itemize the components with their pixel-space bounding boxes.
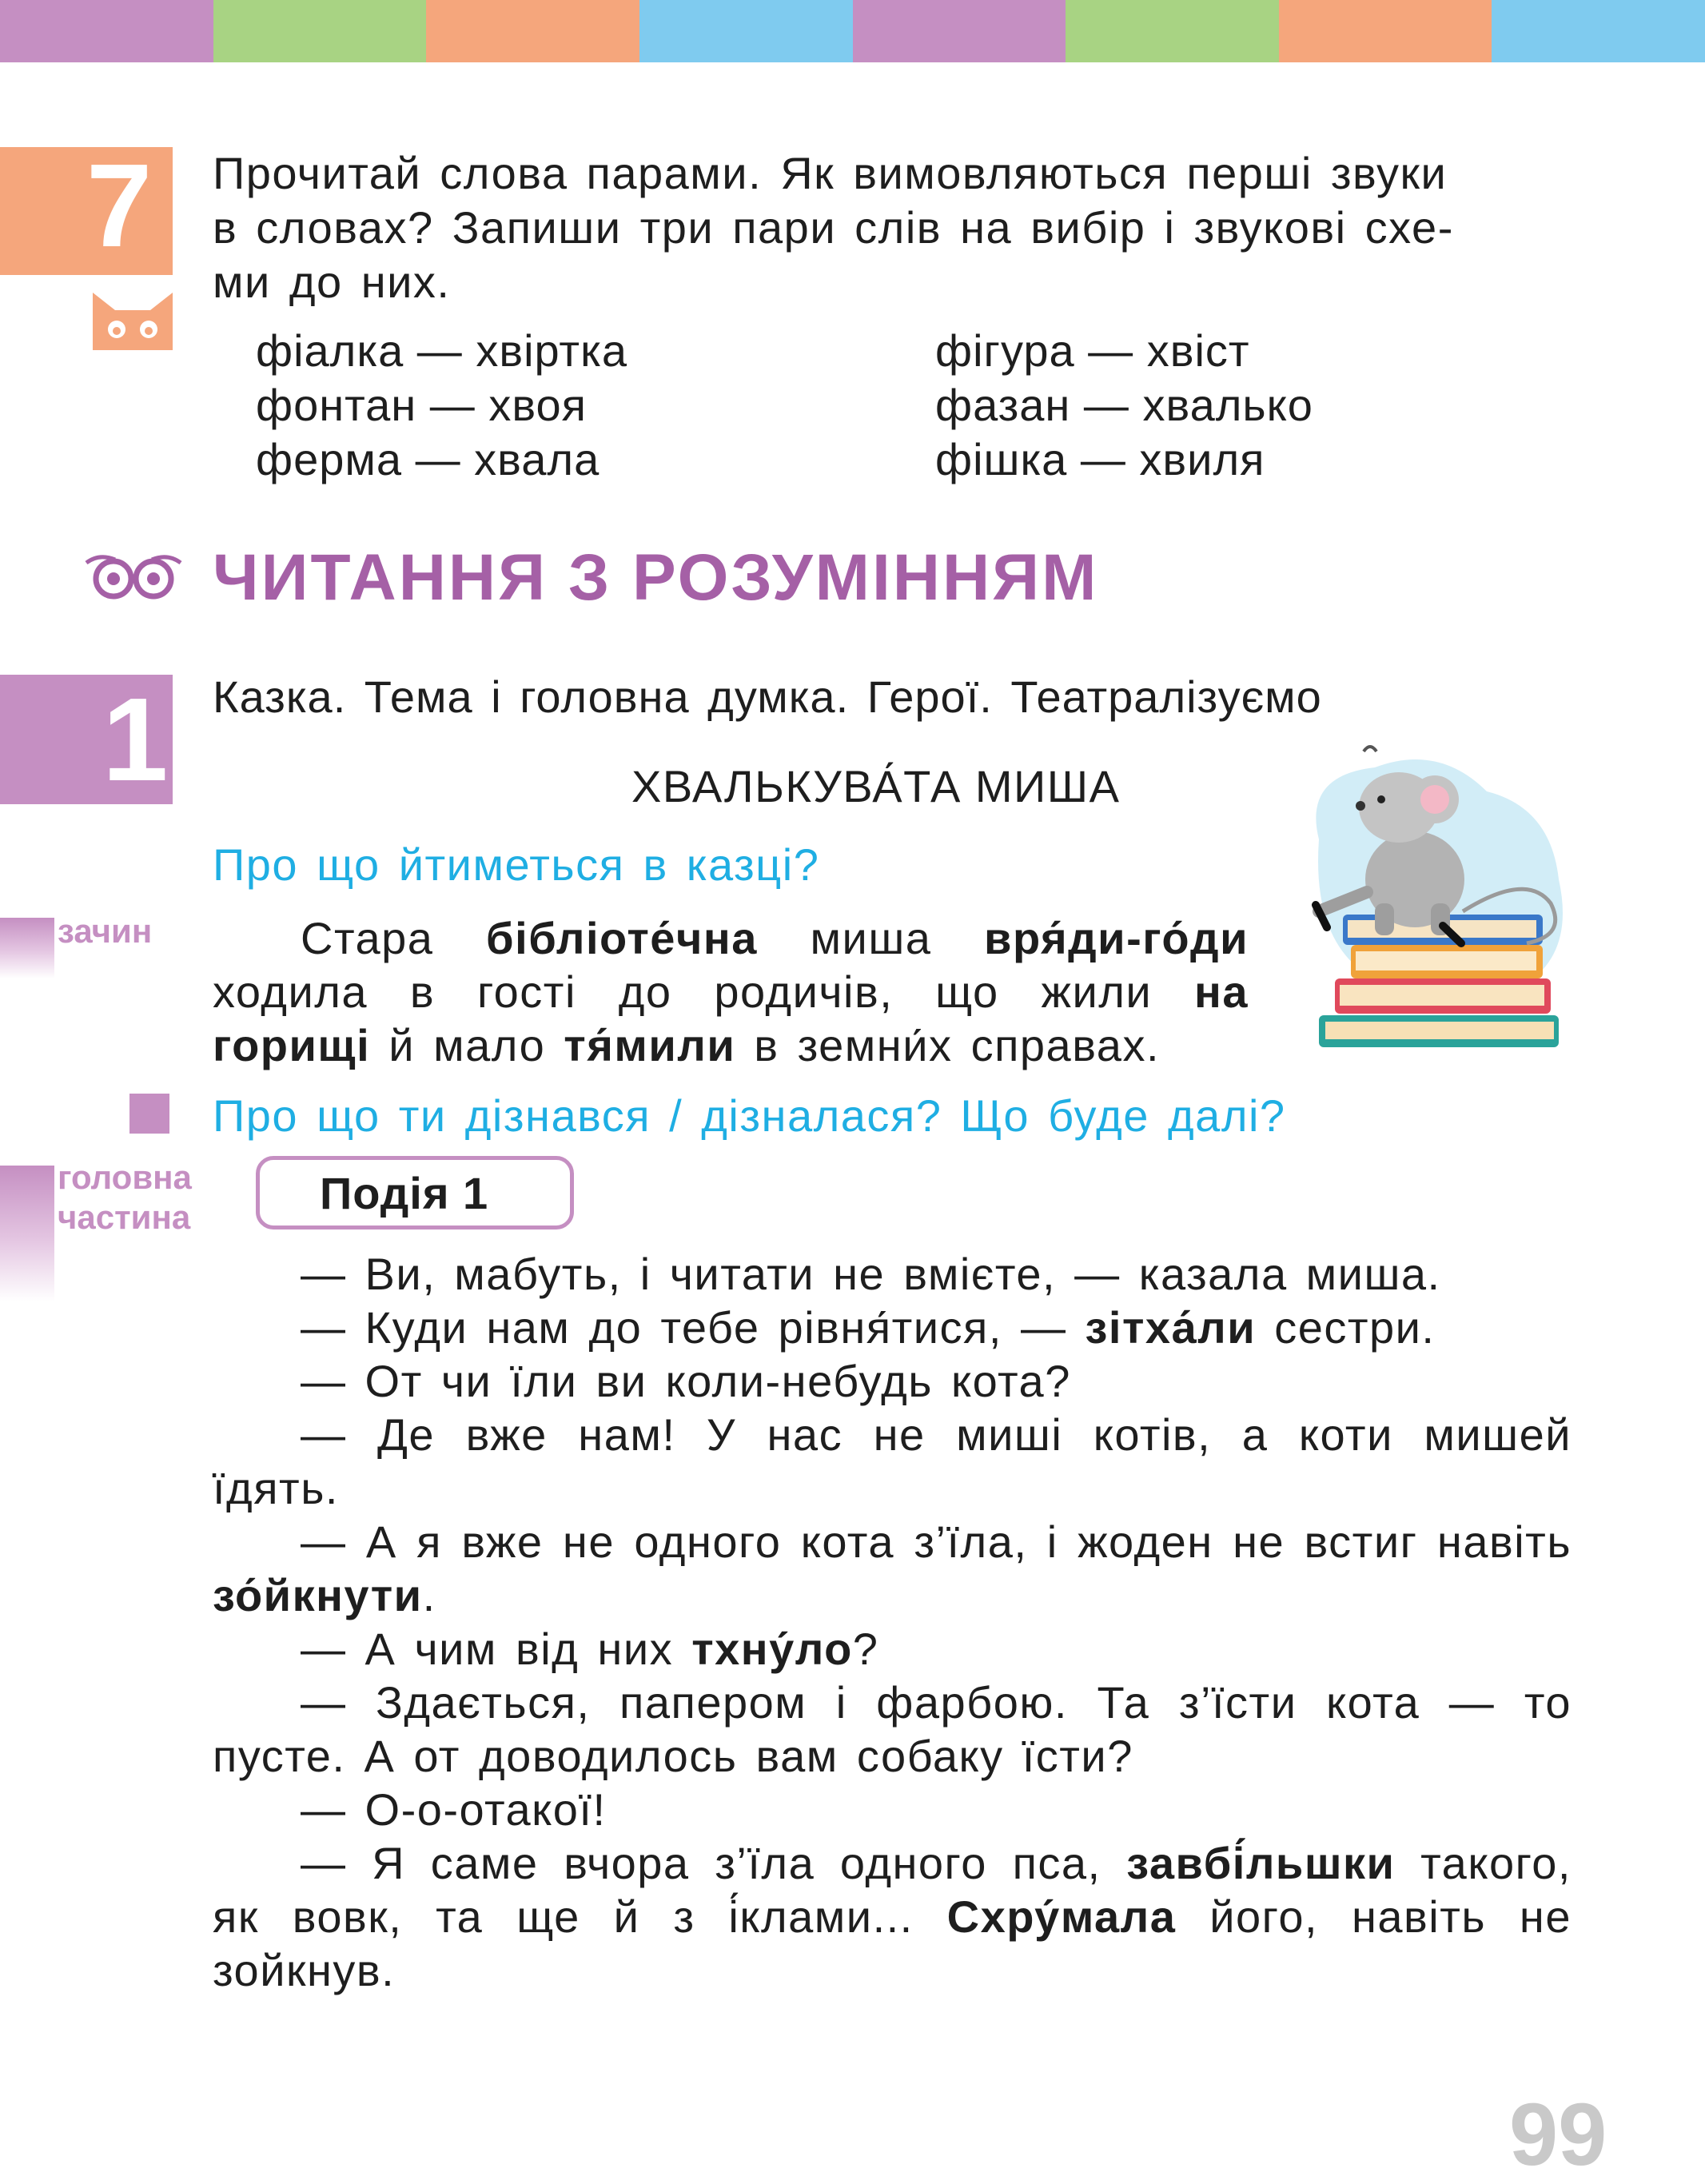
vocab-word: тхну́ло [691, 1624, 853, 1674]
story-intro-paragraph [213, 911, 1249, 1072]
word-pair: ферма — хвала [256, 434, 600, 484]
exercise-7-number: 7 [86, 140, 153, 272]
dialogue-text: — Я саме вчора з’їла одного пса, [301, 1838, 1127, 1888]
word-pair: фігура — хвіст [935, 325, 1250, 376]
vocab-word: зо́йкнути [213, 1570, 423, 1620]
intro-text: ходила в гості до родичів, що жили [213, 966, 1195, 1017]
side-marker-main [0, 1166, 54, 1301]
section-title: ЧИТАННЯ З РОЗУМІННЯМ [213, 541, 1099, 614]
question-what-next: Про що ти дізнався / дізналася? Що буде далі? [213, 1090, 1286, 1141]
vocab-word: на горищі [213, 966, 1249, 1070]
word-pair: фазан — хвалько [935, 380, 1313, 430]
vocab-word: вря́ди-го́ди [984, 913, 1249, 963]
band-segment [426, 0, 639, 62]
band-segment [853, 0, 1066, 62]
vocab-word: Схру́мала [946, 1891, 1177, 1942]
vocab-word: завбі́льшки [1126, 1838, 1396, 1888]
dialogue-line [213, 1836, 1572, 1997]
band-segment [213, 0, 427, 62]
dialogue-line: — О-о-отакої! [301, 1784, 607, 1835]
question-what-story-about: Про що йтиметься в казці? [213, 839, 820, 890]
word-pair: фонтан — хвоя [256, 380, 587, 430]
vocab-word: бібліоте́чна [486, 913, 758, 963]
story-dialogue [213, 1247, 1572, 1997]
vocab-word: тя́мили [564, 1020, 736, 1070]
side-label-line: частина [58, 1198, 191, 1236]
event-label: Подія 1 [320, 1168, 489, 1218]
dialogue-line: — От чи їли ви коли-небудь кота? [301, 1356, 1071, 1406]
dialogue-text: — А я вже не одного кота з’їла, і жоден не встиг навіть [301, 1516, 1572, 1567]
dialogue-line [213, 1301, 1572, 1354]
intro-text: в земни́х справах. [735, 1020, 1161, 1070]
dialogue-line [213, 1622, 1572, 1676]
dialogue-line [213, 1515, 1572, 1622]
band-segment [0, 0, 213, 62]
story-title: ХВАЛЬКУВА́ТА МИША [631, 761, 1121, 811]
side-label-intro: зачин [58, 912, 153, 950]
exercise-7-instruction [213, 146, 1454, 309]
mouse-on-books-illustration [1287, 743, 1591, 1071]
page-number: 99 [1509, 2086, 1607, 2184]
dialogue-text: сестри. [1256, 1302, 1436, 1353]
owl-eyes-icon [83, 552, 184, 601]
band-segment [1279, 0, 1492, 62]
instruction-line: ми до них. [213, 257, 451, 307]
exercise-1-number: 1 [102, 674, 169, 806]
band-segment [639, 0, 853, 62]
dialogue-text: . [422, 1570, 436, 1620]
dialogue-text: такого, як вовк, та ще й з і́клами... [213, 1838, 1572, 1942]
exercise-1-subtitle: Казка. Тема і головна думка. Герої. Театралізуємо [213, 672, 1322, 722]
instruction-line: Прочитай слова парами. Як вимовляються перші звуки [213, 148, 1448, 198]
dialogue-text: — А чим від них [301, 1624, 692, 1674]
dialogue-line: — Ви, мабуть, і читати не вмієте, — казала миша. [301, 1249, 1441, 1299]
band-segment [1492, 0, 1705, 62]
dialogue-text: ? [852, 1624, 879, 1674]
intro-text: миша [757, 913, 985, 963]
side-label-line: головна [58, 1158, 192, 1196]
word-pair: фішка — хвиля [935, 434, 1265, 484]
side-marker-intro [0, 918, 54, 978]
cat-icon [88, 288, 177, 352]
intro-text: Стара [301, 913, 487, 963]
square-marker [129, 1094, 169, 1134]
word-pair: фіалка — хвіртка [256, 325, 627, 376]
dialogue-line: — Де вже нам! У нас не миші котів, а коти мишей їдять. [213, 1409, 1572, 1513]
dialogue-text: його, навіть не зойкнув. [213, 1891, 1572, 1995]
dialogue-line: — Здається, папером і фарбою. Та з’їсти кота — то пусте. А от доводилось вам собаку їсти? [213, 1677, 1572, 1781]
band-segment [1066, 0, 1279, 62]
side-label-main [58, 1158, 192, 1237]
vocab-word: зітха́ли [1085, 1302, 1257, 1353]
intro-text: й мало [370, 1020, 564, 1070]
dialogue-text: — Куди нам до тебе рівня́тися, — [301, 1302, 1086, 1353]
instruction-line: в словах? Запиши три пари слів на вибір і звукові схе- [213, 202, 1454, 253]
top-color-band [0, 0, 1705, 62]
